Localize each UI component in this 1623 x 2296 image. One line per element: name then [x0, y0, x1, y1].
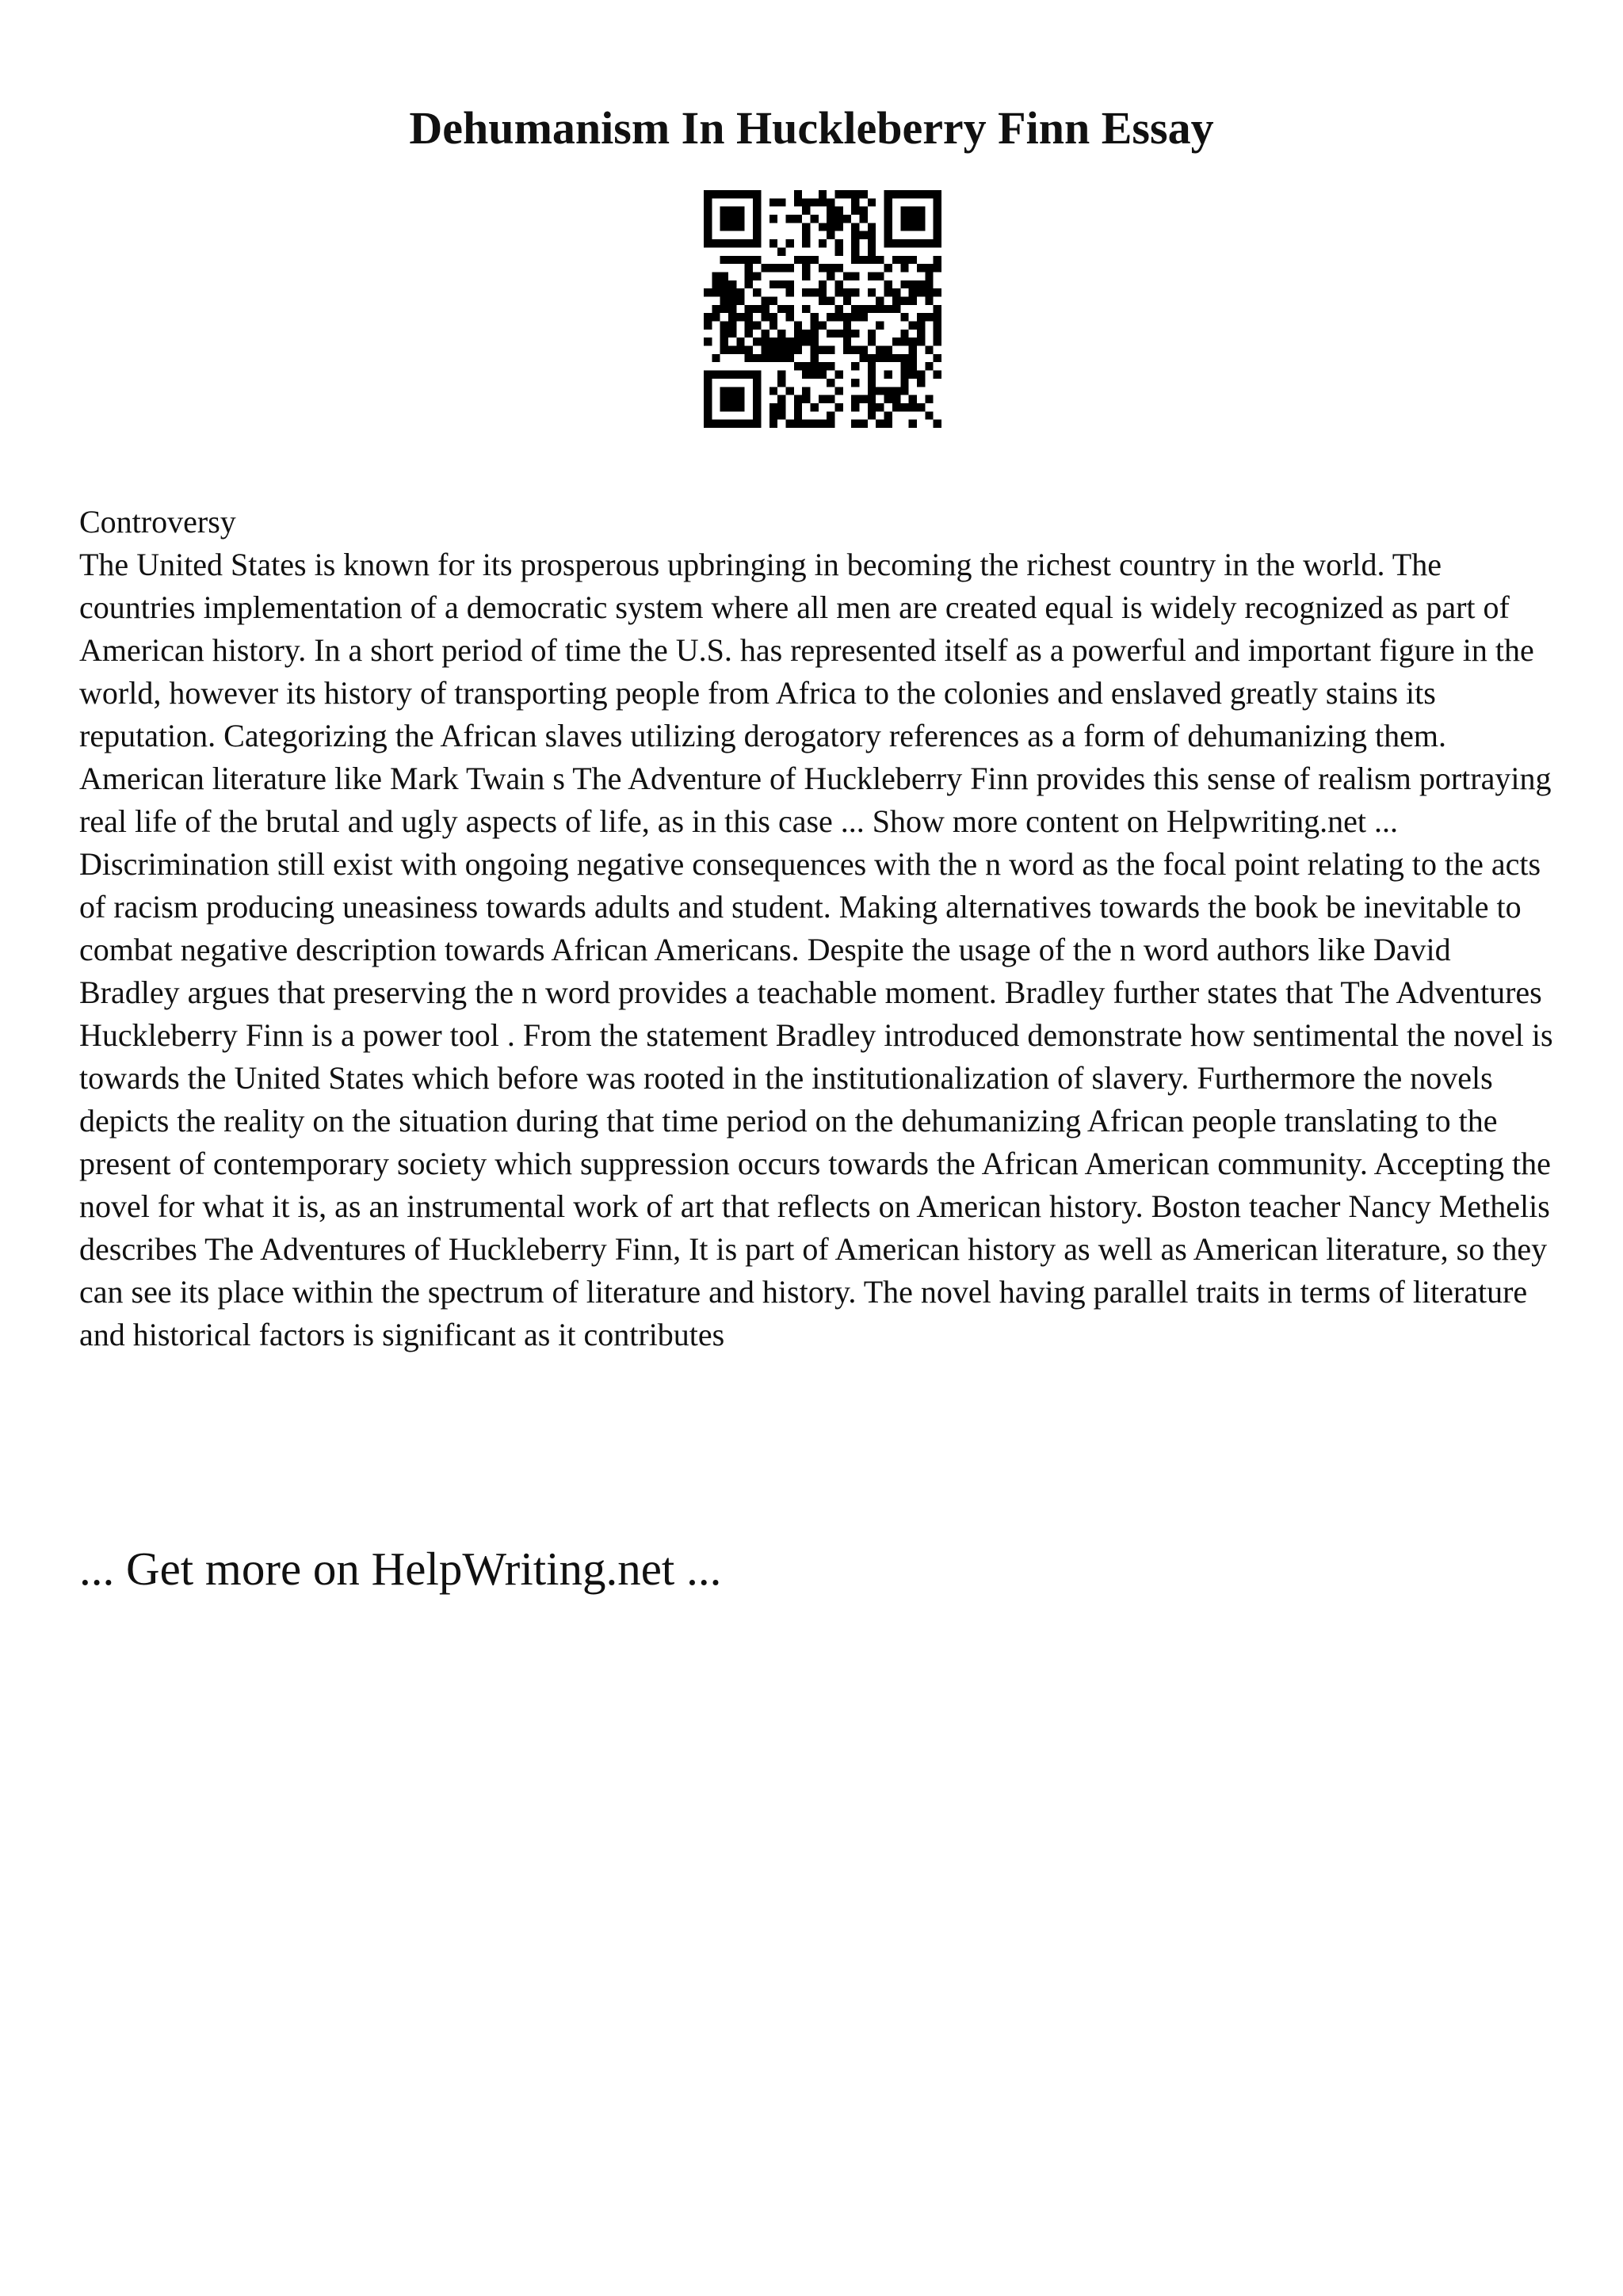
qr-code-icon: [704, 190, 941, 428]
essay-body: [79, 501, 1555, 1356]
section-heading: Controversy: [79, 504, 236, 540]
get-more-link[interactable]: ... Get more on HelpWriting.net ...: [79, 1543, 722, 1595]
essay-paragraph: The United States is known for its prosperous upbringing in becoming the richest country in the world. The countries implementation of a democratic system where all men are created equal is widely recognized as part of American history. In a short period of time the U.S. has represented itself as a powerful and important figure in the world, however its history of transporting people from Africa to the colonies and enslaved greatly stains its reputation. Categorizing the African slaves utilizing derogatory references as a form of dehumanizing them. American literature like Mark Twain s The Adventure of Huckleberry Finn provides this sense of realism portraying real life of the brutal and ugly aspects of life, as in this case ... Show more content on Helpwriting.net ... Discrimination still exist with ongoing negative consequences with the n word as the focal point relating to the acts of racism producing uneasiness towards adults and student. Making alternatives towards the book be inevitable to combat negative description towards African Americans. Despite the usage of the n word authors like David Bradley argues that preserving the n word provides a teachable moment. Bradley further states that The Adventures Huckleberry Finn is a power tool . From the statement Bradley introduced demonstrate how sentimental the novel is towards the United States which before was rooted in the institutionalization of slavery. Furthermore the novels depicts the reality on the situation during that time period on the dehumanizing African people translating to the present of contemporary society which suppression occurs towards the African American community. Accepting the novel for what it is, as an instrumental work of art that reflects on American history. Boston teacher Nancy Methelis describes The Adventures of Huckleberry Finn, It is part of American history as well as American literature, so they can see its place within the spectrum of literature and history. The novel having parallel traits in terms of literature and historical factors is significant as it contributes: [79, 547, 1553, 1352]
document-title: Dehumanism In Huckleberry Finn Essay: [409, 102, 1214, 154]
